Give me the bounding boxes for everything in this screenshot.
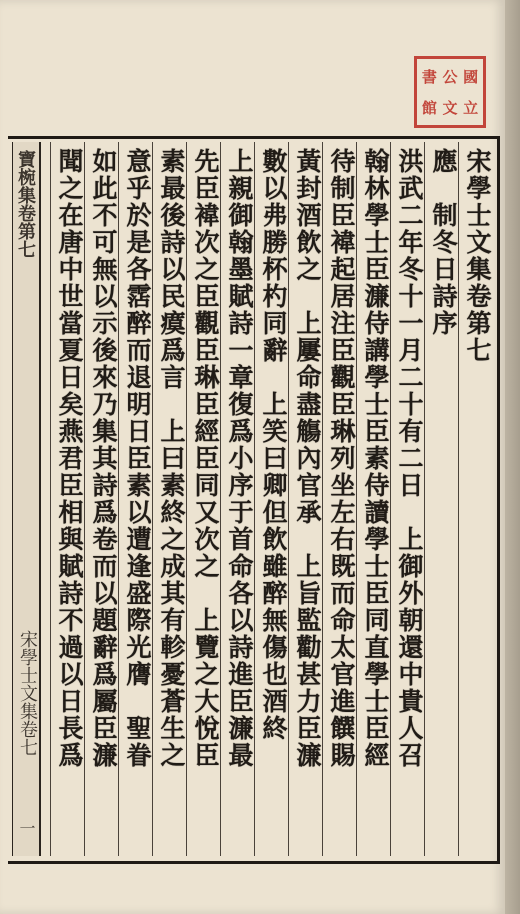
fold-title: 寶椀集卷第七 — [15, 150, 36, 258]
page-edge — [505, 0, 520, 914]
column-rule — [458, 142, 459, 856]
column-rule — [390, 142, 391, 856]
column-rule — [186, 142, 187, 856]
text-column: 洪武二年冬十一月二十有二日 上御外朝還中貴人召 — [395, 148, 424, 769]
text-column: 意乎於是各霑醉而退明日臣素以遭逢盛際光膺 聖眷 — [123, 148, 152, 769]
column-rule — [322, 142, 323, 856]
text-column: 如此不可無以示後來乃集其詩爲卷而以題辭爲屬臣濂 — [89, 148, 118, 769]
fold-page-number: 一 — [17, 820, 36, 836]
seal-char: 公 — [442, 67, 458, 86]
text-column-overflow — [20, 148, 50, 194]
fold-subtitle: 宋學士文集卷七 — [17, 630, 38, 756]
seal-char: 書 — [421, 67, 437, 86]
text-column: 待制臣褘起居注臣觀臣琳列坐左右既而命太官進饌賜 — [327, 148, 356, 769]
column-rule — [220, 142, 221, 856]
column-rule — [118, 142, 119, 856]
text-column: 黃封酒飲之 上屢命盡觴內官承 上旨監勸甚力臣濂 — [293, 148, 322, 769]
column-rule — [288, 142, 289, 856]
column-rule — [50, 142, 51, 856]
seal-char: 立 — [463, 98, 479, 117]
column-rule — [424, 142, 425, 856]
column-rule — [254, 142, 255, 856]
text-column: 上親御翰墨賦詩一章復爲小序于首命各以詩進臣濂最 — [225, 148, 254, 769]
text-column: 聞之在唐中世當夏日矣燕君臣相與賦詩不過以日長爲 — [55, 148, 84, 769]
collection-seal — [414, 56, 486, 128]
text-column: 翰林學士臣濂侍講學士臣素侍讀學士臣同直學士臣經 — [361, 148, 390, 769]
column-heading: 應 制冬日詩序 — [429, 148, 458, 337]
column-title: 宋學士文集卷第七 — [463, 148, 492, 364]
seal-char: 文 — [442, 98, 458, 117]
column-rule — [356, 142, 357, 856]
text-column: 素最後詩以民瘼爲言 上曰素終之成其有軫憂蒼生之 — [157, 148, 186, 769]
text-column: 先臣褘次之臣觀臣琳臣經臣同又次之 上覽之大悅臣 — [191, 148, 220, 769]
column-rule — [152, 142, 153, 856]
seal-char: 館 — [421, 98, 437, 117]
seal-char: 國 — [463, 67, 479, 86]
text-column: 數以弗勝杯杓同辭 上笑曰卿但飲雖醉無傷也酒終 — [259, 148, 288, 742]
column-rule — [84, 142, 85, 856]
